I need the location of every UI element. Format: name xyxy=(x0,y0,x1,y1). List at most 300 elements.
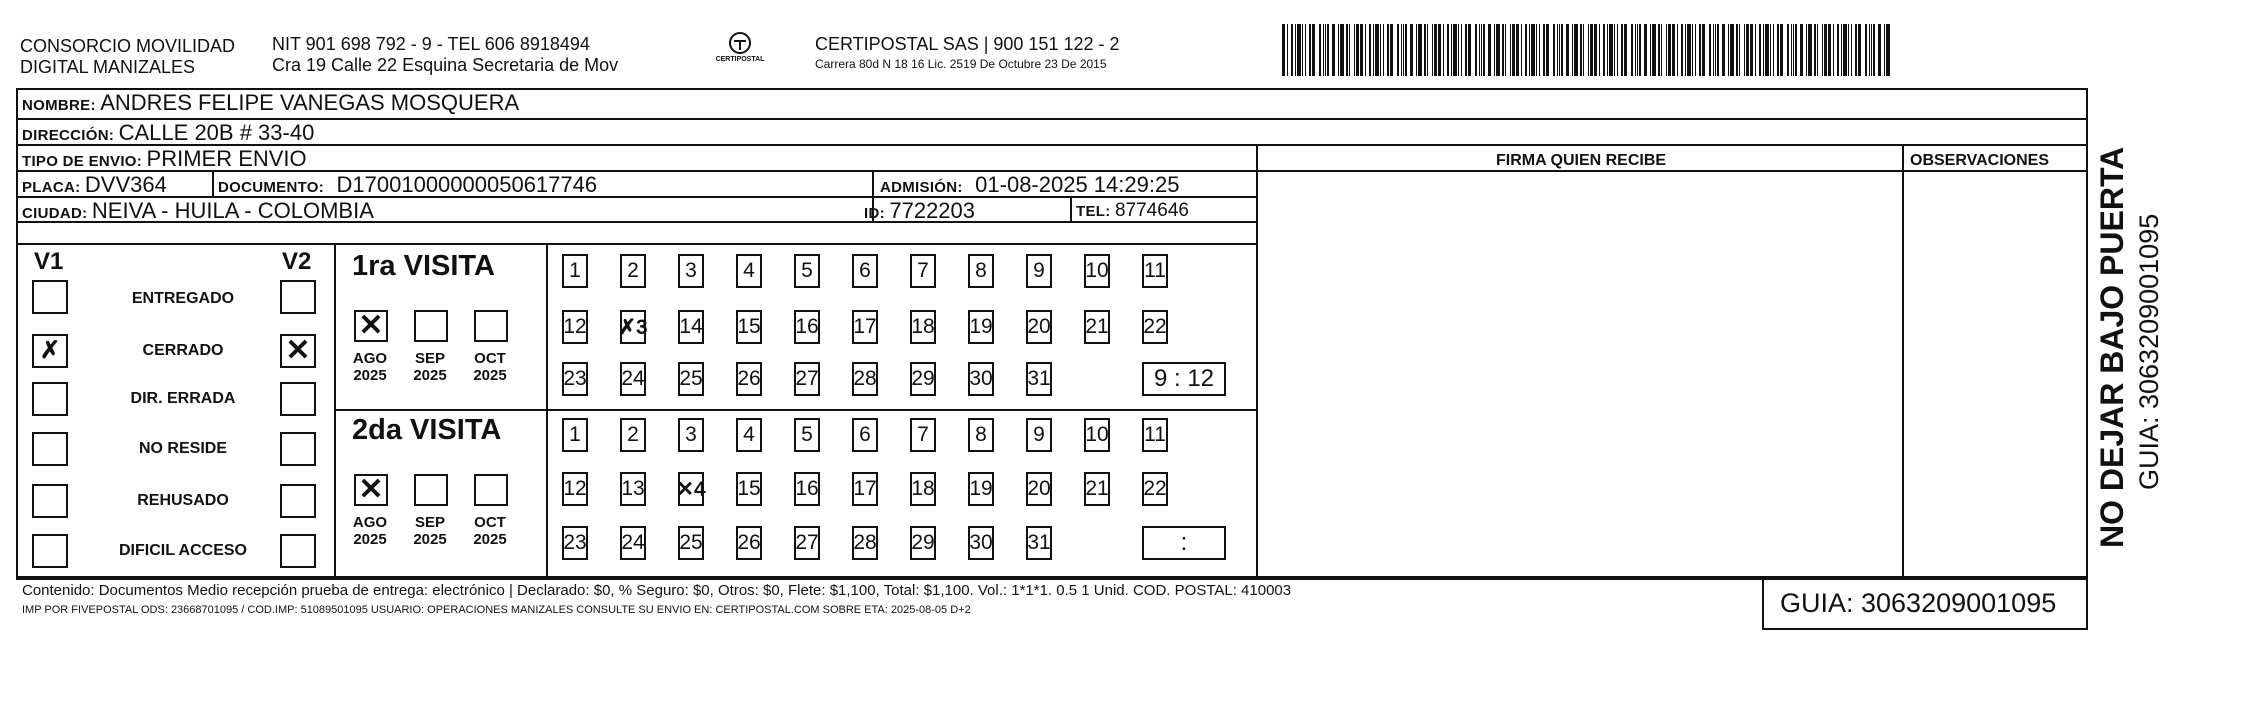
barcode-bar xyxy=(1855,24,1857,76)
day-box-16[interactable]: 16 xyxy=(794,472,820,506)
v2-mark xyxy=(282,384,314,414)
day-box-8[interactable]: 8 xyxy=(968,254,994,288)
barcode-bar xyxy=(1365,24,1366,76)
barcode-bar xyxy=(1588,24,1589,76)
barcode-bar xyxy=(1505,24,1506,76)
barcode-bar xyxy=(1424,24,1426,76)
nit-line2: Cra 19 Calle 22 Esquina Secretaria de Mov xyxy=(272,55,619,75)
barcode-bar xyxy=(1427,24,1428,76)
day-box-25[interactable]: 25 xyxy=(678,362,704,396)
barcode-bar xyxy=(1356,24,1359,76)
barcode-bar xyxy=(1291,24,1293,76)
ciudad-field xyxy=(22,198,374,224)
barcode-bar xyxy=(1848,24,1849,76)
month-mark: ✕ xyxy=(358,309,384,342)
barcode-bar xyxy=(1401,24,1402,76)
placa-field xyxy=(22,172,167,198)
visit2-title: 2da VISITA xyxy=(352,414,502,446)
v2-mark: ✕ xyxy=(285,334,311,367)
day-box-2[interactable]: 2 xyxy=(620,418,646,452)
barcode-bar xyxy=(1681,24,1683,76)
documento-field xyxy=(218,172,597,198)
barcode-bar xyxy=(1793,24,1794,76)
barcode-bar xyxy=(1443,24,1444,76)
nombre-label: NOMBRE: xyxy=(22,97,96,114)
month-year: 2025 xyxy=(413,531,447,548)
barcode-bar xyxy=(1580,24,1582,76)
day-box-7[interactable]: 7 xyxy=(910,254,936,288)
direccion-label: DIRECCIÓN: xyxy=(22,127,115,144)
documento-label: DOCUMENTO: xyxy=(218,179,325,196)
day-box-4[interactable]: 4 xyxy=(736,254,762,288)
footer-contenido: Contenido: Documentos Medio recepción prueba de entrega: electrónico | Declarado: $0, % Seguro: $0, Otros: $0, Flete: $1,100, Total: $1,100. Vol.: 1*1*1. 0.5 1 Unid. COD. POSTAL: 410003 xyxy=(22,582,1292,599)
barcode-bar xyxy=(1488,24,1491,76)
barcode-bar xyxy=(1650,24,1651,76)
month-label: OCT xyxy=(474,514,506,531)
barcode-bar xyxy=(1843,24,1847,76)
day-box-17[interactable]: 17 xyxy=(852,310,878,344)
observaciones-label: OBSERVACIONES xyxy=(1910,152,2049,169)
barcode-bar xyxy=(1458,24,1459,76)
barcode-bar xyxy=(1287,24,1288,76)
barcode-bar xyxy=(1808,24,1812,76)
day-box-27[interactable]: 27 xyxy=(794,526,820,560)
barcode-bar xyxy=(1800,24,1803,76)
day-box-21[interactable]: 21 xyxy=(1084,472,1110,506)
certi-line2: Carrera 80d N 18 16 Lic. 2519 De Octubre 23 De 2015 xyxy=(815,57,1107,71)
barcode-bar xyxy=(1282,24,1285,76)
ciudad-value: NEIVA - HUILA - COLOMBIA xyxy=(91,198,374,223)
barcode-bar xyxy=(1297,24,1301,76)
barcode-bar xyxy=(1502,24,1504,76)
month-label: OCT xyxy=(474,350,506,367)
barcode-bar xyxy=(1639,24,1641,76)
v2-mark xyxy=(282,486,314,516)
barcode-bar xyxy=(1516,24,1519,76)
v1-label: V1 xyxy=(34,248,64,275)
barcode-bar xyxy=(1687,24,1691,76)
day-box-28[interactable]: 28 xyxy=(852,526,878,560)
day-mark: ✕4 xyxy=(676,477,706,501)
barcode-bar xyxy=(1695,24,1696,76)
barcode-bar xyxy=(1814,24,1816,76)
barcode-bar xyxy=(1319,24,1321,76)
tel-label: TEL: xyxy=(1076,203,1111,220)
nombre-field xyxy=(22,90,519,116)
day-box-22[interactable]: 22 xyxy=(1142,472,1168,506)
time-box[interactable]: : xyxy=(1142,526,1226,560)
barcode-bar xyxy=(1479,24,1480,76)
barcode-bar xyxy=(1637,24,1638,76)
barcode-bar xyxy=(1668,24,1671,76)
barcode-bar xyxy=(1666,24,1667,76)
v1-checkbox[interactable] xyxy=(32,382,68,416)
barcode-bar xyxy=(1539,24,1540,76)
v1-checkbox[interactable] xyxy=(32,534,68,568)
day-box-20[interactable]: 20 xyxy=(1026,310,1052,344)
day-box-27[interactable]: 27 xyxy=(794,362,820,396)
no-dejar-bajo-puerta: NO DEJAR BAJO PUERTA xyxy=(2094,146,2130,548)
barcode xyxy=(1282,24,1890,76)
day-box-12[interactable]: 12 xyxy=(562,310,588,344)
day-box-7[interactable]: 7 xyxy=(910,418,936,452)
barcode-bar xyxy=(1763,24,1764,76)
barcode-bar xyxy=(1583,24,1584,76)
barcode-bar xyxy=(1418,24,1422,76)
day-box-20[interactable]: 20 xyxy=(1026,472,1052,506)
nombre-value: ANDRES FELIPE VANEGAS MOSQUERA xyxy=(100,90,520,115)
day-box-29[interactable]: 29 xyxy=(910,526,936,560)
barcode-bar xyxy=(1447,24,1449,76)
barcode-bar xyxy=(1728,24,1729,76)
barcode-bar xyxy=(1512,24,1515,76)
barcode-bar xyxy=(1865,24,1867,76)
barcode-bar xyxy=(1346,24,1348,76)
day-box-31[interactable]: 31 xyxy=(1026,526,1052,560)
barcode-bar xyxy=(1871,24,1872,76)
v1-mark xyxy=(34,486,66,516)
day-box-14[interactable]: 14 xyxy=(678,310,704,344)
day-box-22[interactable]: 22 xyxy=(1142,310,1168,344)
footer-imp: IMP POR FIVEPOSTAL ODS: 23668701095 / COD.IMP: 51089501095 USUARIO: OPERACIONES MANIZALES CONSULTE SU ENVIO EN: CERTIPOSTAL.COM SOBRE ETA: 2025-08-05 D+2 xyxy=(22,604,971,616)
barcode-bar xyxy=(1546,24,1549,76)
v2-checkbox[interactable] xyxy=(280,534,316,568)
barcode-bar xyxy=(1403,24,1404,76)
day-box-1[interactable]: 1 xyxy=(562,418,588,452)
day-box-2[interactable]: 2 xyxy=(620,254,646,288)
month-label: SEP xyxy=(414,514,445,531)
direccion-field xyxy=(22,120,314,146)
day-box-28[interactable]: 28 xyxy=(852,362,878,396)
day-box-24[interactable]: 24 xyxy=(620,362,646,396)
barcode-bar xyxy=(1461,24,1462,76)
barcode-bar xyxy=(1410,24,1413,76)
day-box-11[interactable]: 11 xyxy=(1142,418,1168,452)
day-box-11[interactable]: 11 xyxy=(1142,254,1168,288)
barcode-bar xyxy=(1338,24,1339,76)
barcode-bar xyxy=(1295,24,1296,76)
day-box-25[interactable]: 25 xyxy=(678,526,704,560)
tipo-label: TIPO DE ENVIO: xyxy=(22,153,143,170)
v1-checkbox[interactable] xyxy=(32,280,68,314)
day-box-13[interactable] xyxy=(620,310,646,344)
barcode-bar xyxy=(1770,24,1771,76)
v2-checkbox[interactable] xyxy=(280,334,316,368)
barcode-bar xyxy=(1750,24,1753,76)
month-checkbox[interactable] xyxy=(354,310,388,342)
v2-label: V2 xyxy=(282,248,312,275)
day-box-5[interactable]: 5 xyxy=(794,418,820,452)
admision-value: 01-08-2025 14:29:25 xyxy=(975,172,1180,197)
barcode-bar xyxy=(1644,24,1647,76)
month-year: 2025 xyxy=(473,367,507,384)
footer-guia: GUIA: 3063209001095 xyxy=(1780,588,2057,618)
certipostal-logo xyxy=(712,30,768,70)
barcode-bar xyxy=(1631,24,1633,76)
barcode-bar xyxy=(1607,24,1608,76)
barcode-bar xyxy=(1373,24,1374,76)
barcode-bar xyxy=(1380,24,1381,76)
day-box-10[interactable]: 10 xyxy=(1084,418,1110,452)
admision-field xyxy=(880,172,1179,198)
barcode-bar xyxy=(1722,24,1725,76)
barcode-bar xyxy=(1574,24,1578,76)
day-box-18[interactable]: 18 xyxy=(910,310,936,344)
barcode-bar xyxy=(1572,24,1573,76)
admision-label: ADMISIÓN: xyxy=(880,179,963,196)
barcode-bar xyxy=(1709,24,1711,76)
day-box-29[interactable]: 29 xyxy=(910,362,936,396)
v2-checkbox[interactable] xyxy=(280,484,316,518)
placa-value: DVV364 xyxy=(84,172,167,197)
firma-label: FIRMA QUIEN RECIBE xyxy=(1496,152,1667,169)
barcode-bar xyxy=(1777,24,1779,76)
barcode-bar xyxy=(1360,24,1363,76)
barcode-bar xyxy=(1561,24,1563,76)
barcode-bar xyxy=(1699,24,1701,76)
id-value: 7722203 xyxy=(889,198,976,223)
barcode-bar xyxy=(1822,24,1823,76)
day-box-5[interactable]: 5 xyxy=(794,254,820,288)
barcode-bar xyxy=(1451,24,1452,76)
barcode-bar xyxy=(1759,24,1761,76)
day-box-13[interactable]: 13 xyxy=(620,472,646,506)
v1-mark xyxy=(34,282,66,312)
barcode-bar xyxy=(1692,24,1693,76)
barcode-bar xyxy=(1730,24,1734,76)
barcode-bar xyxy=(1787,24,1789,76)
day-box-30[interactable]: 30 xyxy=(968,526,994,560)
barcode-bar xyxy=(1483,24,1485,76)
barcode-bar xyxy=(1635,24,1636,76)
day-box-16[interactable]: 16 xyxy=(794,310,820,344)
barcode-bar xyxy=(1305,24,1306,76)
status-label: DIR. ERRADA xyxy=(130,390,236,407)
status-label: ENTREGADO xyxy=(131,290,235,307)
barcode-bar xyxy=(1702,24,1705,76)
barcode-bar xyxy=(1884,24,1885,76)
barcode-bar xyxy=(1468,24,1471,76)
day-box-6[interactable]: 6 xyxy=(852,254,878,288)
barcode-bar xyxy=(1390,24,1393,76)
logo-icon xyxy=(712,30,768,70)
month-checkbox[interactable] xyxy=(414,474,448,506)
barcode-bar xyxy=(1531,24,1535,76)
v1-mark xyxy=(34,536,66,566)
barcode-bar xyxy=(1806,24,1807,76)
barcode-bar xyxy=(1858,24,1861,76)
month-mark xyxy=(476,476,506,504)
day-box-8[interactable]: 8 xyxy=(968,418,994,452)
v1-checkbox[interactable] xyxy=(32,334,68,368)
barcode-bar xyxy=(1765,24,1769,76)
barcode-bar xyxy=(1349,24,1350,76)
barcode-bar xyxy=(1475,24,1477,76)
barcode-bar xyxy=(1837,24,1839,76)
month-checkbox[interactable] xyxy=(474,310,508,342)
barcode-bar xyxy=(1510,24,1511,76)
barcode-bar xyxy=(1494,24,1495,76)
barcode-bar xyxy=(1590,24,1593,76)
month-mark xyxy=(476,312,506,340)
month-year: 2025 xyxy=(413,367,447,384)
barcode-bar xyxy=(1873,24,1875,76)
day-box-12[interactable]: 12 xyxy=(562,472,588,506)
status-label: NO RESIDE xyxy=(138,440,227,457)
day-box-15[interactable]: 15 xyxy=(736,310,762,344)
v2-mark xyxy=(282,282,314,312)
barcode-bar xyxy=(1833,24,1834,76)
month-checkbox[interactable] xyxy=(474,474,508,506)
status-label: CERRADO xyxy=(142,342,224,359)
barcode-bar xyxy=(1621,24,1623,76)
month-mark xyxy=(416,476,446,504)
day-box-10[interactable]: 10 xyxy=(1084,254,1110,288)
barcode-bar xyxy=(1496,24,1500,76)
barcode-bar xyxy=(1332,24,1335,76)
barcode-bar xyxy=(1869,24,1870,76)
documento-value: D17001000000050617746 xyxy=(336,172,598,197)
day-box-15[interactable]: 15 xyxy=(736,472,762,506)
barcode-bar xyxy=(1327,24,1329,76)
v1-mark: ✗ xyxy=(39,337,61,364)
v2-checkbox[interactable] xyxy=(280,432,316,466)
day-box-26[interactable]: 26 xyxy=(736,526,762,560)
day-box-31[interactable]: 31 xyxy=(1026,362,1052,396)
month-year: 2025 xyxy=(473,531,507,548)
barcode-bar xyxy=(1672,24,1675,76)
barcode-bar xyxy=(1886,24,1890,76)
placa-label: PLACA: xyxy=(22,179,81,196)
side-guia: GUIA: 3063209001095 xyxy=(2134,213,2164,490)
day-box-26[interactable]: 26 xyxy=(736,362,762,396)
barcode-bar xyxy=(1536,24,1537,76)
barcode-bar xyxy=(1617,24,1618,76)
day-mark: ✗3 xyxy=(618,315,648,339)
day-box-24[interactable]: 24 xyxy=(620,526,646,560)
barcode-bar xyxy=(1773,24,1774,76)
barcode-bar xyxy=(1397,24,1399,76)
barcode-bar xyxy=(1453,24,1457,76)
barcode-bar xyxy=(1481,24,1482,76)
day-box-17[interactable]: 17 xyxy=(852,472,878,506)
barcode-bar xyxy=(1557,24,1558,76)
barcode-bar xyxy=(1658,24,1660,76)
barcode-bar xyxy=(1383,24,1384,76)
v2-mark xyxy=(282,536,314,566)
company-nit xyxy=(272,34,618,76)
status-label: REHUSADO xyxy=(137,492,229,509)
month-year: 2025 xyxy=(353,367,387,384)
barcode-bar xyxy=(1354,24,1355,76)
day-box-18[interactable]: 18 xyxy=(910,472,936,506)
nit-line1: NIT 901 698 792 - 9 - TEL 606 8918494 xyxy=(272,34,590,54)
barcode-bar xyxy=(1309,24,1311,76)
barcode-bar xyxy=(1841,24,1842,76)
barcode-bar xyxy=(1817,24,1818,76)
form-frame xyxy=(16,88,2088,578)
day-box-14[interactable] xyxy=(678,472,704,506)
day-box-9[interactable]: 9 xyxy=(1026,418,1052,452)
day-box-19[interactable]: 19 xyxy=(968,310,994,344)
company-line1: CONSORCIO MOVILIDAD xyxy=(20,36,236,56)
tipo-envio-field xyxy=(22,146,307,172)
company-name xyxy=(20,36,235,78)
month-mark xyxy=(416,312,446,340)
barcode-bar xyxy=(1739,24,1740,76)
v1-mark xyxy=(34,434,66,464)
day-box-3[interactable]: 3 xyxy=(678,254,704,288)
barcode-bar xyxy=(1566,24,1569,76)
barcode-bar xyxy=(1828,24,1831,76)
day-box-1[interactable]: 1 xyxy=(562,254,588,288)
day-box-4[interactable]: 4 xyxy=(736,418,762,452)
v2-checkbox[interactable] xyxy=(280,382,316,416)
logo-text: CERTIPOSTAL xyxy=(715,56,765,63)
month-checkbox[interactable] xyxy=(414,310,448,342)
barcode-bar xyxy=(1465,24,1467,76)
v1-checkbox[interactable] xyxy=(32,484,68,518)
certi-line1: CERTIPOSTAL SAS | 900 151 122 - 2 xyxy=(815,34,1120,54)
barcode-bar xyxy=(1438,24,1441,76)
barcode-bar xyxy=(1375,24,1379,76)
day-box-23[interactable]: 23 xyxy=(562,526,588,560)
month-label: SEP xyxy=(414,350,445,367)
time-box[interactable]: 9 : 12 xyxy=(1142,362,1226,396)
barcode-bar xyxy=(1677,24,1678,76)
barcode-bar xyxy=(1717,24,1719,76)
id-field xyxy=(864,198,975,224)
barcode-bar xyxy=(1824,24,1827,76)
direccion-value: CALLE 20B # 33-40 xyxy=(118,120,315,145)
barcode-bar xyxy=(1791,24,1792,76)
v2-checkbox[interactable] xyxy=(280,280,316,314)
barcode-bar xyxy=(1795,24,1797,76)
barcode-bar xyxy=(1416,24,1417,76)
barcode-bar xyxy=(1851,24,1852,76)
barcode-bar xyxy=(1652,24,1656,76)
barcode-bar xyxy=(1780,24,1783,76)
id-label: ID: xyxy=(864,205,885,222)
status-label: DIFICIL ACCESO xyxy=(118,542,247,559)
barcode-bar xyxy=(1529,24,1530,76)
day-box-23[interactable]: 23 xyxy=(562,362,588,396)
day-box-19[interactable]: 19 xyxy=(968,472,994,506)
tel-field xyxy=(1076,200,1189,222)
day-box-6[interactable]: 6 xyxy=(852,418,878,452)
tel-value: 8774646 xyxy=(1114,200,1189,221)
barcode-bar xyxy=(1744,24,1745,76)
day-box-30[interactable]: 30 xyxy=(968,362,994,396)
month-checkbox[interactable] xyxy=(354,474,388,506)
guia-box xyxy=(1762,578,2088,630)
visit1-title: 1ra VISITA xyxy=(352,250,495,282)
v1-mark xyxy=(34,384,66,414)
certipostal-info xyxy=(815,34,1120,73)
barcode-bar xyxy=(1434,24,1437,76)
day-box-9[interactable]: 9 xyxy=(1026,254,1052,288)
month-year: 2025 xyxy=(353,531,387,548)
barcode-bar xyxy=(1614,24,1615,76)
barcode-bar xyxy=(1603,24,1605,76)
day-box-3[interactable]: 3 xyxy=(678,418,704,452)
barcode-bar xyxy=(1553,24,1555,76)
barcode-bar xyxy=(1369,24,1371,76)
barcode-bar xyxy=(1521,24,1522,76)
day-box-21[interactable]: 21 xyxy=(1084,310,1110,344)
v1-checkbox[interactable] xyxy=(32,432,68,466)
barcode-bar xyxy=(1755,24,1756,76)
